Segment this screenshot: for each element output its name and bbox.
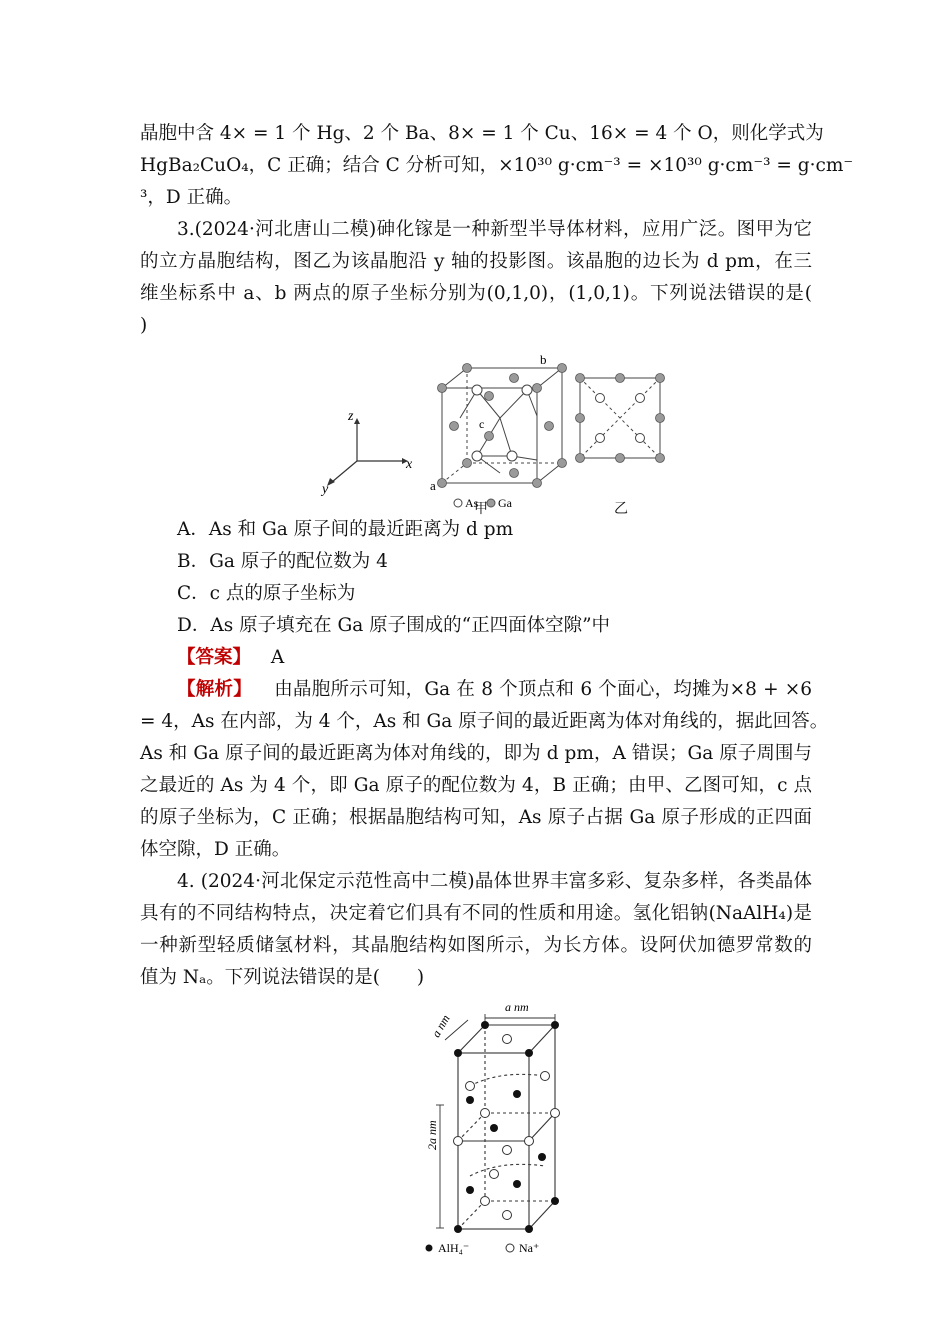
question-stem-line: 3.(2024·河北唐山二模)砷化镓是一种新型半导体材料，应用广泛。图甲为它 bbox=[177, 219, 812, 240]
legend-na-marker bbox=[506, 1244, 514, 1252]
gaas-crystal-figure bbox=[140, 348, 812, 517]
question-stem-line: ) bbox=[140, 315, 148, 336]
dim-height-label: 2a nm bbox=[425, 1120, 439, 1150]
text-line: ³，D 正确。 bbox=[140, 187, 243, 208]
analysis-line: = 4，As 在内部，为 4 个，As 和 Ga 原子间的最近距离为体对角线的，据此回答。 bbox=[140, 711, 829, 732]
analysis-line: 之最近的 As 为 4 个，即 Ga 原子的配位数为 4，B 正确；由甲、乙图可知，c 点 bbox=[140, 775, 812, 796]
axis-y-label: y bbox=[322, 482, 329, 497]
analysis-line: 的原子坐标为，C 正确；根据晶胞结构可知，As 原子占据 Ga 原子形成的正四面 bbox=[140, 807, 812, 828]
question-stem-line: 4. (2024·河北保定示范性高中二模)晶体世界丰富多彩、复杂多样，各类晶体 bbox=[177, 871, 812, 892]
legend-as-marker bbox=[454, 499, 462, 507]
coordinate-axes bbox=[327, 418, 408, 486]
dim-side-label: a nm bbox=[428, 1012, 453, 1040]
legend-na-label: Na⁺ bbox=[519, 1241, 540, 1255]
legend-ga-label: Ga bbox=[498, 496, 512, 510]
point-a-label: a bbox=[430, 478, 436, 493]
answer-value: A bbox=[270, 647, 285, 668]
axis-z-label: z bbox=[348, 409, 354, 424]
question-stem-line: 值为 Nₐ。下列说法错误的是( ) bbox=[140, 967, 425, 988]
answer-line bbox=[140, 642, 812, 674]
question-3 bbox=[140, 214, 829, 866]
legend-alh4-marker bbox=[426, 1245, 433, 1252]
option-b: B．Ga 原子的配位数为 4 bbox=[177, 551, 388, 572]
document-page bbox=[140, 118, 854, 1255]
caption-yi: 乙 bbox=[614, 501, 628, 517]
option-d: D．As 原子填充在 Ga 原子围成的“正四面体空隙”中 bbox=[177, 615, 611, 636]
question-stem-line: 的立方晶胞结构，图乙为该晶胞沿 y 轴的投影图。该晶胞的边长为 d pm，在三 bbox=[140, 251, 812, 272]
text-line: 晶胞中含 4× = 1 个 Hg、2 个 Ba、8× = 1 个 Cu、16× = 4 个 O，则化学式为 bbox=[140, 123, 824, 144]
question-stem-line: 维坐标系中 a、b 两点的原子坐标分别为(0,1,0)，(1,0,1)。下列说法错误的是( bbox=[140, 283, 812, 304]
dim-top-label: a nm bbox=[505, 1000, 529, 1014]
point-c-label: c bbox=[479, 417, 485, 431]
answer-label: 【答案】 bbox=[177, 647, 252, 668]
dimension-marks bbox=[436, 1014, 555, 1228]
analysis-label: 【解析】 bbox=[177, 679, 253, 700]
option-c: C．c 点的原子坐标为 bbox=[177, 583, 356, 604]
legend-as-label: As bbox=[465, 496, 479, 510]
legend-ga-marker bbox=[487, 499, 495, 507]
continuation-block bbox=[140, 118, 854, 214]
axis-x-label: x bbox=[406, 457, 413, 472]
analysis-text: 由晶胞所示可知，Ga 在 8 个顶点和 6 个面心，均摊为×8 + ×6 bbox=[274, 679, 812, 700]
projection-yi bbox=[576, 374, 665, 463]
point-b-label: b bbox=[540, 352, 547, 367]
analysis-line: 体空隙，D 正确。 bbox=[140, 839, 291, 860]
gaas-figure-svg bbox=[140, 348, 812, 510]
caption-jia: 甲 bbox=[474, 501, 488, 517]
question-4 bbox=[140, 866, 812, 1255]
analysis-line bbox=[140, 674, 812, 706]
analysis-line: As 和 Ga 原子间的最近距离为体对角线的，即为 d pm，A 错误；Ga 原子周围与 bbox=[140, 743, 812, 764]
option-a: A．As 和 Ga 原子间的最近距离为 d pm bbox=[177, 519, 514, 540]
unit-cell-box bbox=[458, 1025, 555, 1229]
text-line: HgBa₂CuO₄，C 正确；结合 C 分析可知，×10³⁰ g·cm⁻³ = ×10³⁰ g·cm⁻³ = g·cm⁻ bbox=[140, 155, 854, 176]
question-stem-line: 具有的不同结构特点，决定着它们具有不同的性质和用途。氢化铝钠(NaAlH₄)是 bbox=[140, 903, 812, 924]
naalh4-figure-svg bbox=[140, 1000, 812, 1255]
question-stem-line: 一种新型轻质储氢材料，其晶胞结构如图所示，为长方体。设阿伏加德罗常数的 bbox=[140, 935, 812, 956]
legend-alh4-label: AlH₄⁻ bbox=[438, 1241, 470, 1255]
naalh4-crystal-figure bbox=[140, 1000, 812, 1255]
unit-cell-jia bbox=[442, 368, 562, 483]
